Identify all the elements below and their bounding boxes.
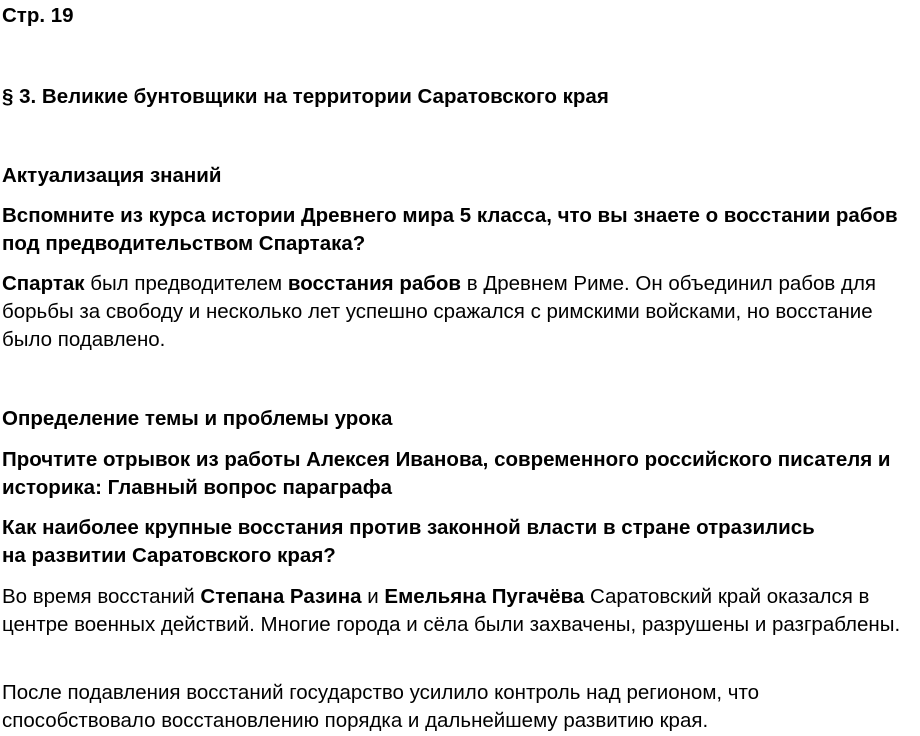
answer-bold-pugachev: Емельяна Пугачёва <box>384 585 585 608</box>
answer-text: Во время восстаний <box>2 585 201 608</box>
block1-answer <box>2 270 918 354</box>
answer-text: и <box>361 585 385 608</box>
block1-question: Вспомните из курса истории Древнего мира 5 класса, что вы знаете о восстании рабов под предводительством Спартака? <box>2 204 898 255</box>
block2-question: Как наиболее крупные восстания против законной власти в стране отразились на развитии Саратовского края? <box>2 516 815 567</box>
block2-answer-1 <box>2 583 918 639</box>
section-title: § 3. Великие бунтовщики на территории Саратовского края <box>2 85 609 108</box>
block2-answer-2: После подавления восстаний государство усилило контроль над регионом, что способствовало восстановлению порядка и дальнейшему развитию края. <box>2 681 760 732</box>
answer-bold-spartak: Спартак <box>2 272 85 295</box>
answer-bold-razin: Степана Разина <box>200 585 362 608</box>
block1-heading: Актуализация знаний <box>2 164 222 187</box>
block2-heading: Определение темы и проблемы урока <box>2 407 393 430</box>
answer-bold-slave-revolt: восстания рабов <box>287 272 462 295</box>
answer-text: в Древнем Риме. Он объединил рабов для борьбы за свободу и несколько лет успешно сражался с римскими войсками, но восстание было подавлено. <box>2 272 877 351</box>
page-label: Стр. 19 <box>2 4 74 27</box>
block2-instruction: Прочтите отрывок из работы Алексея Иванова, современного российского писателя и историка: Главный вопрос параграфа <box>2 448 891 499</box>
answer-text: Саратовский край оказался в центре военных действий. Многие города и сёла были захвачены, разрушены и разграблены. <box>2 585 901 636</box>
answer-text: был предводителем <box>84 272 288 295</box>
